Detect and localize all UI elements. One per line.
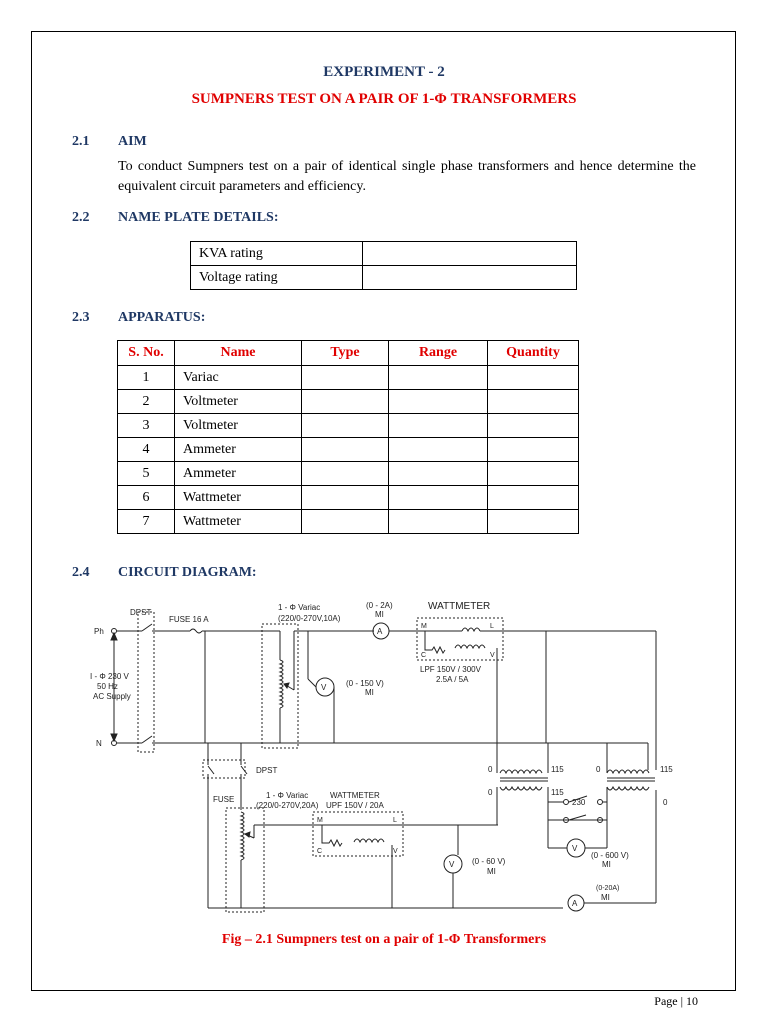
ammeter-bottom-label-1: (0-20A) xyxy=(596,885,620,892)
transformer-2-primary xyxy=(607,770,649,773)
voltmeter-bottom-letter: V xyxy=(449,860,455,869)
table-cell: Variac xyxy=(175,366,302,390)
wattmeter-top-c: C xyxy=(421,652,427,659)
ammeter-top-label-2: MI xyxy=(375,610,384,619)
switch-230-terminal xyxy=(564,800,569,805)
t1-115b-label: 115 xyxy=(551,788,564,797)
voltmeter-top-label-1: (0 - 150 V) xyxy=(346,679,384,688)
fuse-top-symbol xyxy=(190,629,202,633)
supply-label-1: I - Φ 230 V xyxy=(90,672,129,681)
ammeter-bottom-label-2: MI xyxy=(601,893,610,902)
table-cell: Voltmeter xyxy=(175,414,302,438)
wattmeter-top-l: L xyxy=(490,623,494,630)
fuse-top-label: FUSE 16 A xyxy=(169,615,209,624)
column-header: Range xyxy=(389,341,488,366)
supply-label-2: 50 Hz xyxy=(97,682,118,691)
voltmeter-bottom-label-1: (0 - 60 V) xyxy=(472,857,506,866)
table-cell: 3 xyxy=(118,414,175,438)
t2-230-label: 230 xyxy=(572,798,586,807)
wattmeter-bottom-l: L xyxy=(393,817,397,824)
wattmeter-top-v: V xyxy=(490,652,495,659)
ammeter-top-label-1: (0 - 2A) xyxy=(366,601,393,610)
column-header: Name xyxy=(175,341,302,366)
wattmeter-bottom-pressure xyxy=(322,825,342,846)
t2-0a-label: 0 xyxy=(596,765,601,774)
wattmeter-bottom-c: C xyxy=(317,848,323,855)
figure-caption: Fig – 2.1 Sumpners test on a pair of 1-Φ Transformers xyxy=(221,932,547,947)
section-number-nameplate: 2.2 xyxy=(72,210,90,225)
table-cell: 4 xyxy=(118,438,175,462)
voltmeter-right-label-2: MI xyxy=(602,860,611,869)
table-cell: 1 xyxy=(118,366,175,390)
wattmeter-top-m: M xyxy=(421,623,427,630)
wattmeter-top-pressure xyxy=(425,631,445,653)
n-label: N xyxy=(96,739,102,748)
column-header: S. No. xyxy=(118,341,175,366)
switch-230-terminal xyxy=(598,800,603,805)
section-number-apparatus: 2.3 xyxy=(72,310,90,325)
ammeter-bottom-letter: A xyxy=(572,899,578,908)
variac-bottom-box xyxy=(226,808,264,912)
column-header: Type xyxy=(302,341,389,366)
section-heading-aim: AIM xyxy=(118,134,147,149)
table-cell: Ammeter xyxy=(175,462,302,486)
transformer-1-primary xyxy=(500,770,542,773)
nameplate-label: Voltage rating xyxy=(191,266,363,290)
table-cell: Voltmeter xyxy=(175,390,302,414)
supply-arrow-up xyxy=(111,633,117,640)
voltmeter-bottom-label-2: MI xyxy=(487,867,496,876)
variac-bottom-label-2: (220/0-270V,20A) xyxy=(256,801,319,810)
t1-0b-label: 0 xyxy=(488,788,493,797)
dpst-bottom-switch xyxy=(208,766,214,774)
ammeter-top-letter: A xyxy=(377,627,383,636)
table-cell: Ammeter xyxy=(175,438,302,462)
variac-top-label-1: 1 - Φ Variac xyxy=(278,603,321,612)
t2-115a-label: 115 xyxy=(660,765,673,774)
transformer-2-secondary xyxy=(607,787,649,790)
wattmeter-top-rating-2: 2.5A / 5A xyxy=(436,675,469,684)
section-number-circuit: 2.4 xyxy=(72,565,90,580)
table-cell: Wattmeter xyxy=(175,486,302,510)
supply-label-3: AC Supply xyxy=(93,692,131,701)
voltmeter-top-label-2: MI xyxy=(365,688,374,697)
wattmeter-bottom-box xyxy=(313,812,403,856)
column-header: Quantity xyxy=(488,341,579,366)
wattmeter-bottom-m: M xyxy=(317,817,323,824)
page-number: Page | 10 xyxy=(654,994,698,1008)
section-heading-circuit: CIRCUIT DIAGRAM: xyxy=(118,565,257,580)
table-cell: 2 xyxy=(118,390,175,414)
fuse-bottom-label: FUSE xyxy=(213,795,235,804)
t1-0a-label: 0 xyxy=(488,765,493,774)
nameplate-label: KVA rating xyxy=(191,242,363,266)
dpst-top-switch xyxy=(142,736,152,743)
voltmeter-top-letter: V xyxy=(321,683,327,692)
wattmeter-bottom-coil xyxy=(354,839,384,842)
wattmeter-top-rating-1: LPF 150V / 300V xyxy=(420,665,481,674)
wattmeter-bottom-label-2: UPF 150V / 20A xyxy=(326,801,384,810)
variac-bottom-coil xyxy=(241,812,244,860)
variac-top-coil xyxy=(280,660,283,708)
table-cell: 5 xyxy=(118,462,175,486)
section-heading-nameplate: NAME PLATE DETAILS: xyxy=(118,210,279,225)
wattmeter-top-coil-v xyxy=(455,645,485,648)
variac-bottom-label-1: 1 - Φ Variac xyxy=(266,791,309,800)
wattmeter-top-label: WATTMETER xyxy=(428,601,491,612)
dpst-top-switch xyxy=(142,624,152,631)
table-cell: 6 xyxy=(118,486,175,510)
table-cell: 7 xyxy=(118,510,175,534)
dpst-bottom-switch xyxy=(241,766,247,774)
voltmeter-right-letter: V xyxy=(572,844,578,853)
table-cell: Wattmeter xyxy=(175,510,302,534)
voltmeter-right-label-1: (0 - 600 V) xyxy=(591,851,629,860)
t1-115a-label: 115 xyxy=(551,765,564,774)
dpst-top-box xyxy=(138,612,154,752)
dpst-bottom-label: DPST xyxy=(256,766,278,775)
experiment-subtitle: SUMPNERS TEST ON A PAIR OF 1-Φ TRANSFORMERS xyxy=(191,91,577,107)
wattmeter-bottom-label-1: WATTMETER xyxy=(330,791,380,800)
t2-0b-label: 0 xyxy=(663,798,668,807)
transformer-1-secondary xyxy=(500,787,542,790)
section-heading-apparatus: APPARATUS: xyxy=(118,310,206,325)
aim-text: To conduct Sumpners test on a pair of identical single phase transformers and hence determine the equivalent circuit parameters and efficiency. xyxy=(118,159,696,194)
ph-label: Ph xyxy=(94,627,104,636)
supply-arrow-down xyxy=(111,734,117,741)
dpst-bottom-box xyxy=(203,760,245,778)
dpst-top-label: DPST xyxy=(130,608,152,617)
variac-top-label-2: (220/0-270V,10A) xyxy=(278,614,341,623)
section-number-aim: 2.1 xyxy=(72,134,90,149)
wattmeter-top-coil-c xyxy=(462,628,480,631)
experiment-title: EXPERIMENT - 2 xyxy=(323,64,445,80)
wattmeter-bottom-v: V xyxy=(393,848,398,855)
